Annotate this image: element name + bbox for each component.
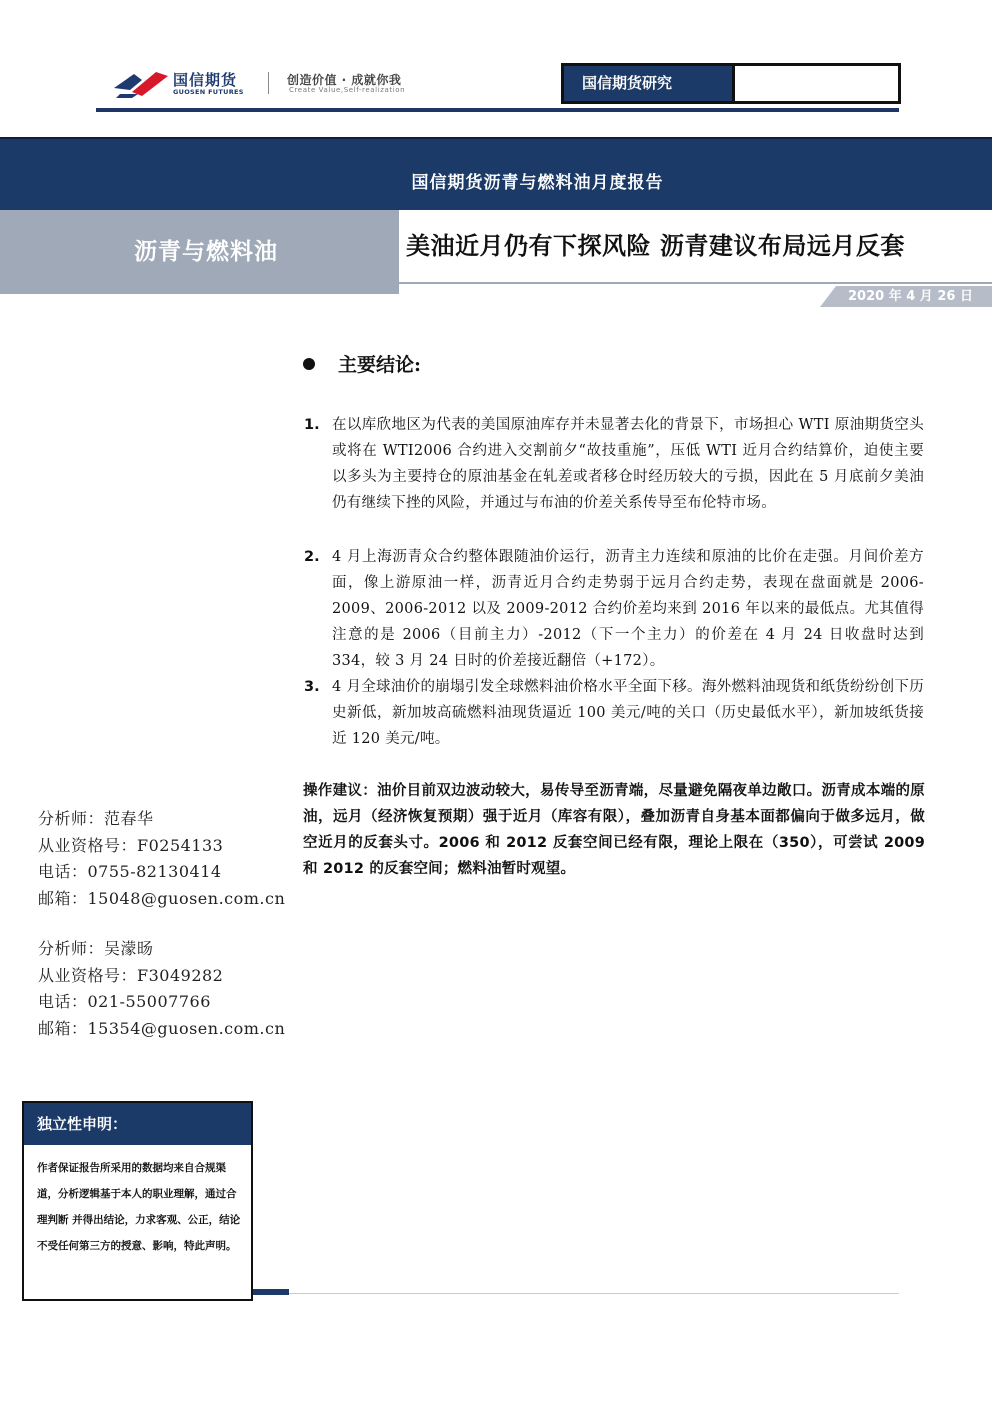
date-tab-corner	[820, 286, 836, 307]
footer-accent	[253, 1289, 289, 1295]
date-tab	[820, 286, 992, 307]
analyst-email: 邮箱：15354@guosen.com.cn	[38, 1018, 286, 1038]
title-underline	[399, 282, 992, 284]
logo-divider	[268, 72, 269, 94]
conclusion-number: 3.	[304, 679, 320, 695]
analyst-phone: 电话：021-55007766	[38, 992, 211, 1011]
trading-advice: 操作建议：油价目前双边波动较大，易传导至沥青端，尽量避免隔夜单边敞口。沥青成本端的原油，远月（经济恢复预期）强于近月（库容有限），叠加沥青自身基本面都偏向于做多远月，做空近月的反套头寸。2006 和 2012 反套空间已经有限，理论上限在（350），可尝试 2009 和 2012 的反套空间；燃料油暂时观望。	[303, 783, 925, 877]
sector-banner	[0, 210, 399, 294]
analyst-email: 邮箱：15048@guosen.com.cn	[38, 888, 286, 908]
header-rule	[96, 108, 899, 112]
disclaimer-heading: 独立性申明：	[24, 1103, 251, 1145]
research-brand-label: 国信期货研究	[564, 66, 732, 101]
slogan: 创造价值 · 成就你我	[287, 73, 402, 87]
analyst-card	[38, 806, 288, 912]
conclusion-number: 1.	[304, 417, 320, 433]
company-logo-text: 国信期货	[173, 71, 238, 89]
disclaimer-text: 作者保证报告所采用的数据均来自合规渠道，分析逻辑基于本人的职业理解，通过合理判断 并得出结论，力求客观、公正，结论不受任何第三方的授意、影响，特此声明。	[37, 1162, 241, 1252]
conclusions-heading: 主要结论:	[338, 354, 422, 376]
footer-rule	[289, 1293, 899, 1294]
disclaimer-box	[22, 1101, 253, 1301]
report-title: 美油近月仍有下探风险 沥青建议布局远月反套	[406, 231, 905, 260]
conclusion-text: 在以库欣地区为代表的美国原油库存并未显著去化的背景下，市场担心 WTI 原油期货空头或将在 WTI2006 合约进入交割前夕“故技重施”，压低 WTI 近月合约结算价，迫使主要以多头为主要持仓的原油基金在轧差或者移仓时经历较大的亏损，因此在 5 月底前夕美油仍有继续下挫的风险，并通过与布油的价差关系传导至布伦特市场。	[332, 417, 924, 511]
report-date: 2020 年 4 月 26 日	[848, 289, 973, 304]
company-logo-english: GUOSEN FUTURES	[173, 88, 244, 96]
analyst-license: 从业资格号：F0254133	[38, 835, 224, 855]
research-brand-blank	[732, 66, 898, 101]
conclusion-text: 4 月上海沥青众合约整体跟随油价运行，沥青主力连续和原油的比价在走强。月间价差方面，像上游原油一样，沥青近月合约走势弱于远月合约走势，表现在盘面就是 2006-2009、2006-2012 以及 2009-2012 合约价差均来到 2016 年以来的最低点。尤其值得注意的是 2006（目前主力）-2012（下一个主力）的价差在 4 月 24 日收盘时达到 334，较 3 月 24 日时的价差接近翻倍（+172）。	[332, 549, 924, 669]
analyst-name: 分析师：吴濛旸	[38, 939, 154, 958]
conclusion-number: 2.	[304, 549, 320, 565]
analyst-name: 分析师：范春华	[38, 809, 154, 828]
sector-label: 沥青与燃料油	[134, 238, 278, 265]
analyst-phone: 电话：0755-82130414	[38, 862, 222, 881]
research-brand-box	[561, 63, 901, 104]
analyst-card	[38, 936, 288, 1042]
slogan-english: Create Value,Self-realization	[289, 86, 406, 94]
report-series-banner	[0, 137, 992, 210]
conclusion-text: 4 月全球油价的崩塌引发全球燃料油价格水平全面下移。海外燃料油现货和纸货纷纷创下历史新低，新加坡高硫燃料油现货逼近 100 美元/吨的关口（历史最低水平），新加坡纸货接近 120 美元/吨。	[332, 679, 924, 747]
guosen-logo-icon	[112, 66, 170, 100]
report-series-title: 国信期货沥青与燃料油月度报告	[411, 173, 664, 193]
bullet-icon	[303, 358, 315, 370]
analyst-license: 从业资格号：F3049282	[38, 965, 224, 985]
